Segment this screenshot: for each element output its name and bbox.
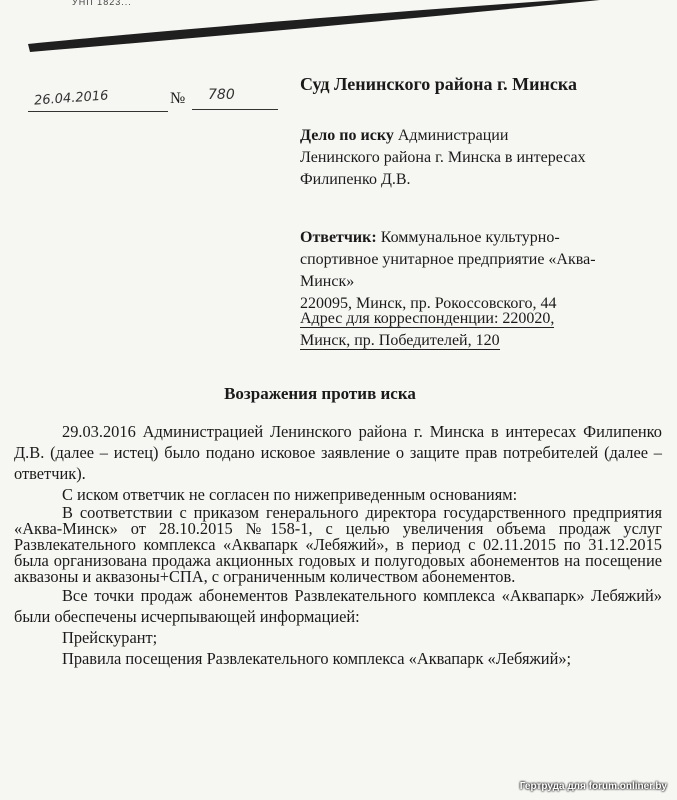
correspondence-line-2: Минск, пр. Победителей, 120	[300, 332, 500, 349]
case-text: Администрации Ленинского района г. Минска в интересах Филипенко Д.В.	[300, 127, 586, 188]
header-curve-decoration	[0, 0, 677, 60]
handwritten-date: 26.04.2016	[33, 88, 109, 109]
case-block	[300, 125, 590, 191]
court-name: Суд Ленинского района г. Минска	[300, 74, 577, 94]
respondent-label: Ответчик:	[300, 229, 377, 246]
case-label: Дело по иску	[300, 127, 394, 144]
paragraph-2: С иском ответчик не согласен по нижеприведенным основаниям:	[62, 485, 518, 504]
paragraph-5: Прейскурант;	[62, 628, 158, 647]
correspondence-line-1: Адрес для корреспонденции: 220020,	[300, 310, 555, 327]
paragraph-3: В соответствии с приказом генерального директора государственного предприятия «Аква-Минск» от 28.10.2015 №158-1, с целью увеличения объема продаж услуг Развлекательного комплекса «Аквапарк «Лебяжий», в период с 02.11.2015 по 31.12.2015 была организована продажа акционных годовых и полугодовых абонементов на посещение аквазоны и аквазоны+СПА, с ограниченным количеством абонементов.	[14, 503, 662, 586]
paragraph-6: Правила посещения Развлекательного комплекса «Аквапарк «Лебяжий»;	[62, 649, 572, 668]
respondent-name: Коммунальное культурно-спортивное унитарное предприятие «Аква-Минск»	[300, 229, 596, 290]
paragraph-1: 29.03.2016 Администрацией Ленинского района г. Минска в интересах Филипенко Д.В. (далее – истец) было подано исковое заявление о защите прав потребителей (далее – ответчик).	[14, 422, 662, 483]
forum-watermark: Гертруда для forum.onliner.by	[519, 781, 667, 792]
date-field	[28, 87, 168, 112]
correspondence-address	[300, 308, 630, 352]
header-stamp-text: УНП 1823...	[72, 0, 132, 7]
respondent-address: 220095, Минск, пр. Рокоссовского, 44	[300, 295, 557, 312]
respondent-block	[300, 227, 630, 315]
document-title: Возражения против иска	[224, 384, 416, 403]
number-field	[192, 87, 278, 110]
number-sign: №	[170, 90, 186, 107]
paragraph-4: Все точки продаж абонементов Развлекательного комплекса «Аквапарк» Лебяжий» были обеспечены исчерпывающей информацией:	[14, 586, 662, 626]
handwritten-number: 780	[208, 87, 235, 103]
document-body	[14, 421, 662, 669]
